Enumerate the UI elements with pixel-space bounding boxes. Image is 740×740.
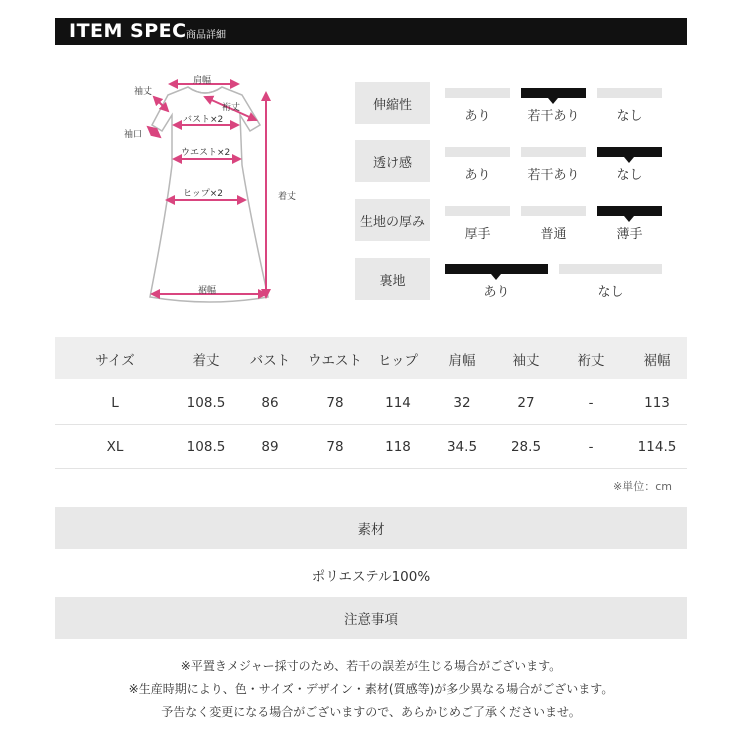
rating-option-sheer-3: なし <box>616 168 643 183</box>
unit-note: ※単位：cm <box>613 480 672 493</box>
col-header-hem: 裾幅 <box>643 353 671 369</box>
rating-option-lining-2: なし <box>597 285 624 300</box>
note-line-1: ※平置きメジャー採寸のため、若干の誤差が生じる場合がございます。 <box>180 659 562 673</box>
table-cell: - <box>588 439 594 455</box>
table-cell: XL <box>106 439 124 455</box>
notes-heading: 注意事項 <box>55 597 687 639</box>
rating-option-thick-3: 薄手 <box>616 227 643 242</box>
header-subtitle: 商品詳細 <box>186 30 226 41</box>
col-header-length: 着丈 <box>192 353 220 369</box>
rating-bar-thick-1 <box>445 206 510 216</box>
rating-bar-sheer-2 <box>521 147 586 157</box>
rating-bar-lining-1-selected <box>445 264 548 274</box>
rating-bar-stretch-1 <box>445 88 510 98</box>
rating-option-stretch-1: あり <box>464 109 491 124</box>
table-cell: 28.5 <box>510 439 542 455</box>
rating-bar-sheer-3-selected <box>597 147 662 157</box>
neckline <box>188 87 222 93</box>
table-cell: 32 <box>453 395 471 411</box>
row-divider <box>55 424 687 425</box>
table-cell: 108.5 <box>186 439 226 455</box>
table-cell: 78 <box>326 395 344 411</box>
rating-bar-stretch-3 <box>597 88 662 98</box>
rating-label-lining: 裏地 <box>355 258 430 300</box>
rating-option-stretch-3: なし <box>616 109 643 124</box>
note-line-2: ※生産時期により、色・サイズ・デザイン・素材(質感等)が多少異なる場合がございます。 <box>128 682 614 696</box>
rating-option-thick-1: 厚手 <box>464 227 491 242</box>
table-cell: 27 <box>517 395 535 411</box>
col-header-sleeve: 袖丈 <box>512 353 540 369</box>
selected-marker-icon <box>624 216 634 222</box>
row-divider <box>55 468 687 469</box>
diagram-label-hem: 裾幅 <box>198 286 217 296</box>
table-cell: 114.5 <box>637 439 677 455</box>
table-cell: 34.5 <box>446 439 478 455</box>
diagram-label-yuki: 裄丈 <box>222 103 241 113</box>
selected-marker-icon <box>548 98 558 104</box>
rating-option-lining-1: あり <box>483 285 510 300</box>
header-title: ITEM SPEC <box>69 20 187 42</box>
rating-bar-thick-2 <box>521 206 586 216</box>
table-cell: 118 <box>385 439 411 455</box>
rating-option-thick-2: 普通 <box>540 227 567 242</box>
col-header-bust: バスト <box>249 353 291 369</box>
diagram-label-length: 着丈 <box>278 192 297 202</box>
material-heading: 素材 <box>55 507 687 549</box>
col-header-hip: ヒップ <box>377 353 419 369</box>
diagram-label-sleeve: 袖丈 <box>134 87 153 97</box>
rating-label-sheerness: 透け感 <box>355 140 430 182</box>
spec-header <box>55 18 687 45</box>
table-cell: 89 <box>261 439 279 455</box>
table-cell: L <box>111 395 119 411</box>
table-cell: 114 <box>385 395 411 411</box>
rating-option-sheer-1: あり <box>464 168 491 183</box>
rating-bar-lining-2 <box>559 264 662 274</box>
col-header-waist: ウエスト <box>308 353 362 369</box>
rating-option-stretch-2: 若干あり <box>527 109 580 124</box>
col-header-yuki: 裄丈 <box>577 353 605 369</box>
diagram-label-shoulder: 肩幅 <box>193 76 212 86</box>
selected-marker-icon <box>624 157 634 163</box>
table-cell: 86 <box>261 395 279 411</box>
col-header-size: サイズ <box>95 353 135 369</box>
rating-bar-stretch-2-selected <box>521 88 586 98</box>
rating-option-sheer-2: 若干あり <box>527 168 580 183</box>
col-header-shoulder: 肩幅 <box>448 353 476 369</box>
rating-label-thickness: 生地の厚み <box>355 199 430 241</box>
rating-bar-thick-3-selected <box>597 206 662 216</box>
material-value: ポリエステル100% <box>311 569 431 585</box>
rating-bar-sheer-1 <box>445 147 510 157</box>
diagram-label-bust: バスト×2 <box>183 115 224 125</box>
table-cell: 113 <box>644 395 670 411</box>
diagram-label-cuff: 袖口 <box>124 130 143 140</box>
note-line-3: 予告なく変更になる場合がございますので、あらかじめご了承くださいませ。 <box>161 705 581 719</box>
diagram-label-hip: ヒップ×2 <box>183 189 223 199</box>
rating-label-stretch: 伸縮性 <box>355 82 430 124</box>
diagram-label-waist: ウエスト×2 <box>181 148 231 158</box>
table-cell: 108.5 <box>186 395 226 411</box>
selected-marker-icon <box>491 274 501 280</box>
table-cell: 78 <box>326 439 344 455</box>
table-cell: - <box>588 395 594 411</box>
